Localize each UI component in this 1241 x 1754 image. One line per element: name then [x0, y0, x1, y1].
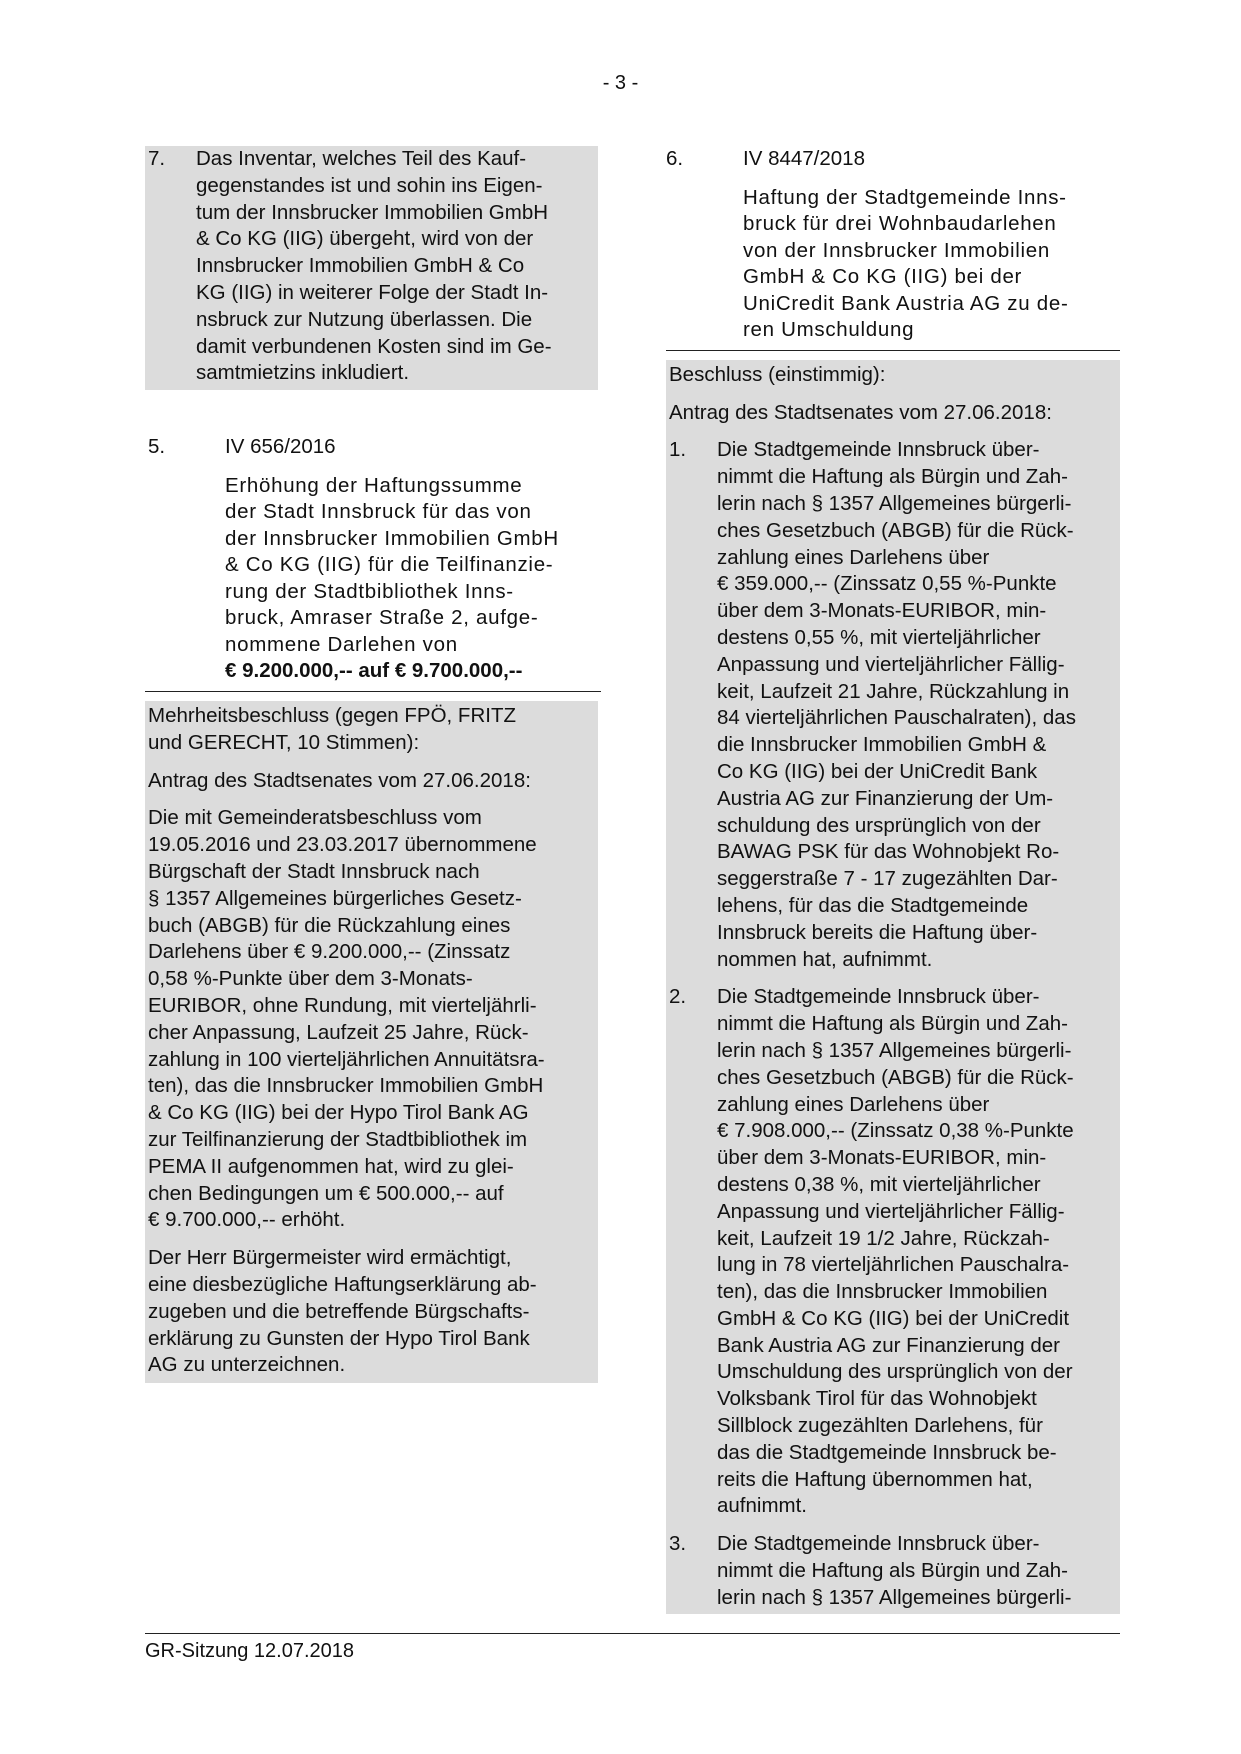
section-reference: IV 8447/2018 [743, 147, 865, 170]
text-line: damit verbundenen Kosten sind im Ge- [196, 334, 552, 358]
text-line: keit, Laufzeit 21 Jahre, Rückzahlung in [717, 679, 1070, 703]
section-divider [145, 691, 601, 692]
text-line: Der Herr Bürgermeister wird ermächtigt, [148, 1246, 512, 1270]
item-7-text [196, 146, 598, 387]
text-line: Volksbank Tirol für das Wohnobjekt [717, 1387, 1037, 1411]
text-line: chen Bedingungen um € 500.000,-- auf [148, 1181, 504, 1205]
text-line: Innsbrucker Immobilien GmbH & Co [196, 254, 525, 278]
text-line: GmbH & Co KG (IIG) bei der UniCredit [717, 1306, 1070, 1330]
title-line: der Innsbrucker Immobilien GmbH [225, 526, 559, 550]
section-number: 6. [666, 147, 684, 170]
text-line: nimmt die Haftung als Bürgin und Zah- [717, 465, 1068, 489]
right-column [666, 146, 1120, 1614]
text-line: das die Stadtgemeinde Innsbruck be- [717, 1440, 1057, 1464]
text-line: nimmt die Haftung als Bürgin und Zah- [717, 1559, 1068, 1583]
text-line: zahlung eines Darlehens über [717, 1092, 990, 1116]
title-line: UniCredit Bank Austria AG zu de- [743, 291, 1069, 315]
text-line: Anpassung und vierteljährlicher Fällig- [717, 652, 1065, 676]
left-column [145, 146, 598, 1383]
text-line: § 1357 Allgemeines bürgerliches Gesetz- [148, 886, 522, 910]
section-5-body [145, 701, 598, 1383]
text-line: lerin nach § 1357 Allgemeines bürgerli- [717, 1038, 1072, 1062]
motion-line: Antrag des Stadtsenates vom 27.06.2018: [669, 400, 1052, 424]
title-line: nommene Darlehen von [225, 632, 458, 656]
text-line: seggerstraße 7 - 17 zugezählten Dar- [717, 867, 1058, 891]
section-number: 5. [148, 435, 166, 459]
text-line: KG (IIG) in weiterer Folge der Stadt In- [196, 280, 549, 304]
text-line: Die Stadtgemeinde Innsbruck über- [717, 1532, 1040, 1556]
text-line: & Co KG (IIG) übergeht, wird von der [196, 227, 534, 251]
list-item [666, 984, 1120, 1520]
footer-divider [145, 1633, 1120, 1634]
text-line: 0,58 %-Punkte über dem 3-Monats- [148, 967, 473, 991]
text-line: PEMA II aufgenommen hat, wird zu glei- [148, 1154, 514, 1178]
title-line: ren Umschuldung [743, 318, 915, 342]
section-6-heading [666, 146, 1120, 344]
text-line: ten), das die Innsbrucker Immobilien [717, 1280, 1048, 1304]
text-line: EURIBOR, ohne Rundung, mit vierteljährli- [148, 993, 537, 1017]
text-line: zahlung eines Darlehens über [717, 545, 990, 569]
text-line: über dem 3-Monats-EURIBOR, min- [717, 1146, 1047, 1170]
title-line: & Co KG (IIG) für die Teilfinanzie- [225, 553, 554, 577]
text-line: über dem 3-Monats-EURIBOR, min- [717, 599, 1047, 623]
amount-connector: auf [358, 659, 390, 683]
text-line: Die Stadtgemeinde Innsbruck über- [717, 438, 1040, 462]
title-line: rung der Stadtbibliothek Inns- [225, 579, 514, 603]
item-number: 7. [148, 147, 166, 170]
text-line: Darlehens über € 9.200.000,-- (Zinssatz [148, 940, 511, 964]
text-line: eine diesbezügliche Haftungserklärung ab- [148, 1272, 537, 1296]
text-line: ches Gesetzbuch (ABGB) für die Rück- [717, 1065, 1074, 1089]
text-line: Austria AG zur Finanzierung der Um- [717, 786, 1054, 810]
text-line: Umschuldung des ursprünglich von der [717, 1360, 1073, 1384]
text-line: BAWAG PSK für das Wohnobjekt Ro- [717, 840, 1060, 864]
amount-from: € 9.200.000,-- [225, 659, 353, 683]
text-line: € 9.700.000,-- erhöht. [148, 1208, 346, 1232]
text-line: ches Gesetzbuch (ABGB) für die Rück- [717, 518, 1074, 542]
decision-line: und GERECHT, 10 Stimmen): [148, 730, 420, 754]
page-number: - 3 - [602, 72, 639, 94]
text-line: AG zu unterzeichnen. [148, 1353, 346, 1377]
item-number: 2. [669, 985, 687, 1009]
text-line: Anpassung und vierteljährlicher Fällig- [717, 1199, 1065, 1223]
title-line: GmbH & Co KG (IIG) bei der [743, 265, 1023, 289]
text-line: 19.05.2016 und 23.03.2017 übernommene [148, 833, 537, 857]
text-line: nommen hat, aufnimmt. [717, 947, 933, 971]
text-line: ten), das die Innsbrucker Immobilien GmbH [148, 1074, 544, 1098]
title-line: Haftung der Stadtgemeinde Inns- [743, 185, 1067, 209]
title-line: der Stadt Innsbruck für das von [225, 500, 532, 524]
text-line: lerin nach § 1357 Allgemeines bürgerli- [717, 491, 1072, 515]
decision-line: Mehrheitsbeschluss (gegen FPÖ, FRITZ [148, 703, 516, 727]
section-5-heading [145, 434, 598, 685]
item-number: 1. [669, 438, 687, 462]
title-line: bruck, Amraser Straße 2, aufge- [225, 606, 539, 630]
text-line: tum der Innsbrucker Immobilien GmbH [196, 200, 549, 224]
text-line: 84 vierteljährlichen Pauschalraten), das [717, 706, 1076, 730]
text-line: Innsbruck bereits die Haftung über- [717, 920, 1038, 944]
text-line: cher Anpassung, Laufzeit 25 Jahre, Rück- [148, 1020, 529, 1044]
amount-line [225, 658, 598, 685]
text-line: lehens, für das die Stadtgemeinde [717, 893, 1029, 917]
text-line: destens 0,55 %, mit vierteljährlicher [717, 625, 1041, 649]
text-line: zahlung in 100 vierteljährlichen Annuitätsra- [148, 1047, 545, 1071]
text-line: zur Teilfinanzierung der Stadtbibliothek im [148, 1127, 528, 1151]
text-line: keit, Laufzeit 19 1/2 Jahre, Rückzah- [717, 1226, 1050, 1250]
title-line: Erhöhung der Haftungssumme [225, 473, 523, 497]
text-line: Die mit Gemeinderatsbeschluss vom [148, 806, 482, 830]
text-line: aufnimmt. [717, 1494, 807, 1518]
text-line: die Innsbrucker Immobilien GmbH & [717, 733, 1047, 757]
footer-text: GR-Sitzung 12.07.2018 [145, 1640, 355, 1662]
text-line: € 7.908.000,-- (Zinssatz 0,38 %-Punkte [717, 1119, 1074, 1143]
text-line: Co KG (IIG) bei der UniCredit Bank [717, 759, 1038, 783]
text-line: Die Stadtgemeinde Innsbruck über- [717, 985, 1040, 1009]
amount-to: € 9.700.000,-- [394, 659, 523, 683]
text-line: lerin nach § 1357 Allgemeines bürgerli- [717, 1585, 1072, 1609]
text-line: Sillblock zugezählten Darlehens, für [717, 1414, 1043, 1438]
section-reference: IV 656/2016 [225, 435, 336, 459]
section-title [225, 473, 598, 685]
section-6-body [666, 360, 1120, 1614]
text-line: zugeben und die betreffende Bürgschafts- [148, 1299, 530, 1323]
text-line: destens 0,38 %, mit vierteljährlicher [717, 1172, 1041, 1196]
list-item [666, 1531, 1120, 1611]
text-line: gegenstandes ist und sohin ins Eigen- [196, 173, 543, 197]
text-line: buch (ABGB) für die Rückzahlung eines [148, 913, 511, 937]
text-line: nimmt die Haftung als Bürgin und Zah- [717, 1012, 1068, 1036]
text-line: lung in 78 vierteljährlichen Pauschalra- [717, 1253, 1070, 1277]
text-line: nsbruck zur Nutzung überlassen. Die [196, 307, 533, 331]
section-title [743, 185, 1120, 344]
item-number: 3. [669, 1532, 687, 1556]
motion-line: Antrag des Stadtsenates vom 27.06.2018: [148, 768, 531, 792]
text-line: € 359.000,-- (Zinssatz 0,55 %-Punkte [717, 572, 1057, 596]
list-item [666, 437, 1120, 973]
text-line: samtmietzins inkludiert. [196, 361, 410, 385]
title-line: bruck für drei Wohnbaudarlehen [743, 212, 1057, 236]
text-line: Bürgschaft der Stadt Innsbruck nach [148, 859, 480, 883]
text-line: erklärung zu Gunsten der Hypo Tirol Bank [148, 1326, 530, 1350]
decision-line: Beschluss (einstimmig): [669, 362, 886, 386]
item-7 [145, 146, 598, 390]
text-line: Das Inventar, welches Teil des Kauf- [196, 147, 527, 170]
text-line: reits die Haftung übernommen hat, [717, 1467, 1033, 1491]
text-line: & Co KG (IIG) bei der Hypo Tirol Bank AG [148, 1101, 529, 1125]
section-divider [666, 350, 1120, 351]
text-line: Bank Austria AG zur Finanzierung der [717, 1333, 1060, 1357]
title-line: von der Innsbrucker Immobilien [743, 238, 1050, 262]
text-line: schuldung des ursprünglich von der [717, 813, 1041, 837]
